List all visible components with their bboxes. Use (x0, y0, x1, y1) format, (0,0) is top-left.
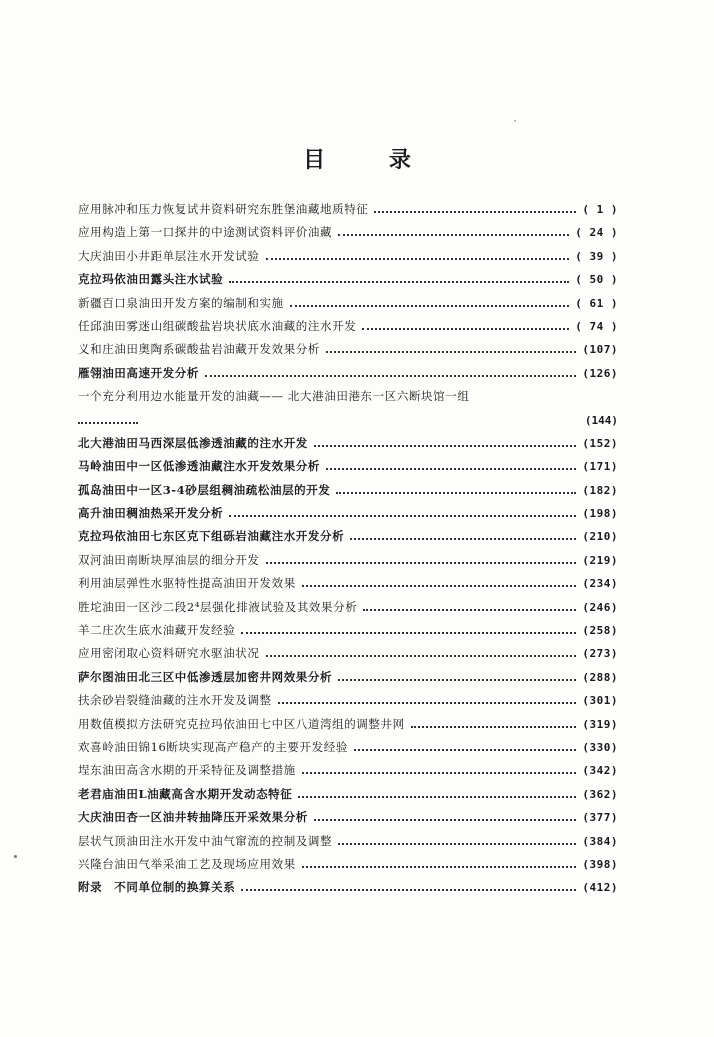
toc-entry-page: (398) (582, 857, 618, 871)
toc-entry-title: 马岭油田中一区低渗透油藏注水开发效果分析 (78, 459, 320, 474)
toc-entry[interactable] (78, 479, 618, 502)
toc-entry-page: ( 24 ) (575, 226, 618, 240)
toc-entry-title: 羊二庄次生底水油藏开发经验 (78, 623, 236, 638)
dot-leader (338, 679, 576, 681)
toc-entry-page: (412) (582, 881, 618, 895)
dot-leader (78, 422, 138, 424)
toc-entry[interactable] (78, 806, 618, 829)
toc-entry-title: 胜坨油田一区沙二段2⁴层强化排液试验及其效果分析 (78, 599, 358, 614)
dot-leader (266, 562, 577, 564)
toc-entry[interactable] (78, 759, 618, 782)
toc-entry-title: 兴隆台油田气举采油工艺及现场应用效果 (78, 856, 296, 871)
toc-entry[interactable] (78, 876, 618, 899)
toc-entry-title: 大庆油田杏一区油井转抽降压开采效果分析 (78, 810, 308, 825)
toc-entry-page: (171) (582, 460, 618, 474)
toc-entry-page: (144) (584, 413, 618, 427)
toc-entry-page: (273) (582, 647, 618, 661)
toc-entry-title: 应用密闭取心资料研究水驱油状况 (78, 646, 260, 661)
toc-entry[interactable] (78, 198, 618, 221)
toc-entry-title: 双河油田南断块厚油层的细分开发 (78, 552, 260, 567)
toc-entry[interactable] (78, 268, 618, 291)
toc-entry-title: 应用构造上第一口探井的中途测试资料评价油藏 (78, 225, 333, 240)
dot-leader (205, 375, 576, 377)
page-title: 目 录 (303, 147, 439, 173)
toc-entry-page: (219) (582, 553, 618, 567)
toc-entry-title: 欢喜岭油田锦16断块实现高产稳产的主要开发经验 (78, 739, 348, 754)
toc-entry-title: 义和庄油田奥陶系碳酸盐岩油藏开发效果分析 (78, 342, 320, 357)
dot-leader (302, 772, 577, 774)
toc-entry-page: (246) (582, 600, 618, 614)
dot-leader (338, 234, 569, 236)
toc-entry-page: ( 74 ) (575, 319, 618, 333)
toc-entry-title: 克拉玛依油田露头注水试验 (78, 272, 224, 287)
toc-entry-title: 新疆百口泉油田开发方案的编制和实施 (78, 295, 284, 310)
toc-entry-page: (342) (582, 764, 618, 778)
toc-entry[interactable] (78, 713, 618, 736)
dot-leader (266, 258, 570, 260)
toc-entry-page: (330) (582, 740, 618, 754)
toc-entry-title: 高升油田稠油热采开发分析 (78, 506, 224, 521)
toc-entry[interactable] (78, 221, 618, 244)
dot-leader (338, 843, 576, 845)
dot-leader (350, 538, 576, 540)
toc-entry[interactable] (78, 245, 618, 268)
dot-leader (302, 585, 577, 587)
toc-entry-page: (107) (582, 343, 618, 357)
dot-leader (241, 632, 576, 634)
toc-entry-page: (362) (582, 787, 618, 801)
toc-entry[interactable] (78, 689, 618, 712)
toc-entry-page: (377) (582, 811, 618, 825)
toc-entry-page: (234) (582, 577, 618, 591)
toc-entry-title: 北大港油田马西深层低渗透油藏的注水开发 (78, 435, 308, 450)
dot-leader (302, 866, 577, 868)
toc-entry-page: (210) (582, 530, 618, 544)
toc-entry-title: 利用油层弹性水驱特性提高油田开发效果 (78, 576, 296, 591)
table-of-contents (78, 198, 618, 900)
dot-leader (411, 726, 577, 728)
dot-leader (326, 468, 576, 470)
toc-entry[interactable] (78, 432, 618, 455)
toc-entry[interactable] (78, 642, 618, 665)
toc-entry-page: (258) (582, 624, 618, 638)
toc-entry-page: (126) (582, 366, 618, 380)
toc-entry-page: (288) (582, 670, 618, 684)
toc-entry-title: 孤岛油田中一区3-4砂层组稠油疏松油层的开发 (78, 482, 331, 497)
toc-entry-title: 老君庙油田L油藏高含水期开发动态特征 (78, 786, 293, 801)
toc-entry-title: 克拉玛依油田七东区克下组砾岩油藏注水开发分析 (78, 529, 345, 544)
toc-entry-title: 一个充分利用边水能量开发的油藏—— 北大港油田港东一区六断块馆一组 (78, 389, 470, 404)
dot-leader (326, 351, 576, 353)
toc-entry-title: 应用脉冲和压力恢复试井资料研究东胜堡油藏地质特征 (78, 202, 369, 216)
toc-entry[interactable] (78, 736, 618, 759)
toc-entry[interactable] (78, 338, 618, 361)
toc-entry-page: ( 1 ) (582, 203, 618, 216)
toc-entry[interactable] (78, 315, 618, 338)
toc-entry[interactable] (78, 783, 618, 806)
dot-leader (229, 515, 576, 517)
scan-speck (14, 855, 17, 858)
scan-speck (514, 120, 516, 122)
toc-entry[interactable] (78, 292, 618, 315)
toc-entry[interactable] (78, 549, 618, 572)
dot-leader (354, 749, 576, 751)
toc-entry[interactable] (78, 830, 618, 853)
dot-leader (363, 609, 576, 611)
toc-entry-page: ( 61 ) (575, 296, 618, 310)
toc-entry-title: 层状气顶油田注水开发中油气窜流的控制及调整 (78, 833, 333, 848)
toc-entry[interactable] (78, 525, 618, 548)
toc-entry[interactable] (78, 362, 618, 385)
toc-entry[interactable] (78, 572, 618, 595)
dot-leader (314, 819, 576, 821)
toc-entry[interactable] (78, 619, 618, 642)
toc-entry-page: (198) (582, 507, 618, 521)
toc-entry[interactable] (78, 596, 618, 619)
dot-leader (278, 702, 577, 704)
toc-entry-page: (152) (582, 436, 618, 450)
dot-leader (374, 211, 576, 213)
toc-entry-page: ( 50 ) (575, 273, 618, 287)
toc-entry[interactable] (78, 502, 618, 525)
toc-entry-title: 大庆油田小井距单层注水开发试验 (78, 248, 260, 263)
toc-entry-title: 埕东油田高含水期的开采特征及调整措施 (78, 763, 296, 778)
toc-entry-title: 萨尔图油田北三区中低渗透层加密井网效果分析 (78, 669, 333, 684)
toc-entry-title: 任邱油田雾迷山组碳酸盐岩块状底水油藏的注水开发 (78, 318, 357, 333)
dot-leader (362, 328, 569, 330)
dot-leader (266, 655, 577, 657)
dot-leader (229, 281, 569, 283)
toc-entry-page: ( 39 ) (575, 249, 618, 263)
toc-entry-page: (319) (582, 717, 618, 731)
dot-leader (290, 305, 570, 307)
toc-entry-title: 扶余砂岩裂缝油藏的注水开发及调整 (78, 693, 272, 708)
toc-entry[interactable] (78, 385, 618, 432)
toc-entry[interactable] (78, 853, 618, 876)
toc-entry-page: (384) (582, 834, 618, 848)
toc-entry[interactable] (78, 666, 618, 689)
dot-leader (314, 445, 576, 447)
toc-entry-title: 用数值模拟方法研究克拉玛依油田七中区八道湾组的调整井网 (78, 716, 405, 731)
toc-entry-title: 雁翎油田高速开发分析 (78, 365, 199, 380)
dot-leader (298, 796, 576, 798)
toc-entry-title: 附录 不同单位制的换算关系 (78, 880, 236, 895)
toc-entry[interactable] (78, 455, 618, 478)
dot-leader (336, 492, 576, 494)
toc-entry-page: (182) (582, 483, 618, 497)
dot-leader (241, 889, 576, 891)
toc-entry-page: (301) (582, 694, 618, 708)
